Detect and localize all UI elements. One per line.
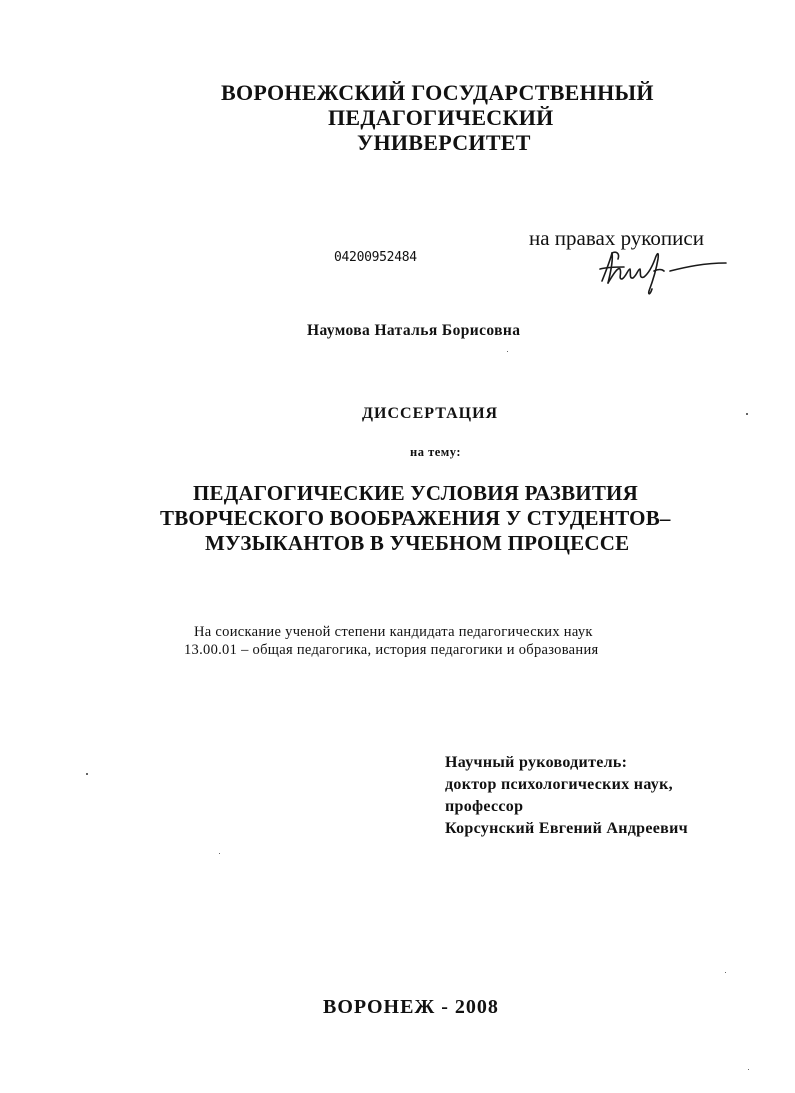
- university-name-line-3: УНИВЕРСИТЕТ: [357, 130, 531, 155]
- degree-line-2: 13.00.01 – общая педагогика, история педагогики и образования: [184, 642, 599, 658]
- scan-speck: [86, 773, 88, 775]
- advisor-degree: доктор психологических наук,: [445, 776, 673, 793]
- advisor-name: Корсунский Евгений Андреевич: [445, 820, 688, 837]
- university-name-line-1: ВОРОНЕЖСКИЙ ГОСУДАРСТВЕННЫЙ: [221, 80, 654, 105]
- topic-line-2: ТВОРЧЕСКОГО ВООБРАЖЕНИЯ У СТУДЕНТОВ–: [160, 506, 671, 530]
- scan-speck: [725, 972, 726, 973]
- city-year: ВОРОНЕЖ - 2008: [323, 996, 499, 1018]
- document-type: ДИССЕРТАЦИЯ: [362, 405, 499, 422]
- scan-speck: [507, 351, 508, 352]
- university-name-line-2: ПЕДАГОГИЧЕСКИЙ: [328, 105, 554, 130]
- scan-speck: [746, 413, 748, 415]
- advisor-label: Научный руководитель:: [445, 754, 628, 771]
- on-topic-label: на тему:: [410, 445, 462, 459]
- scan-speck: [219, 853, 220, 854]
- topic-line-1: ПЕДАГОГИЧЕСКИЕ УСЛОВИЯ РАЗВИТИЯ: [193, 481, 638, 505]
- scan-speck: [748, 1069, 749, 1070]
- inventory-number: 04200952484: [334, 250, 417, 265]
- author-name: Наумова Наталья Борисовна: [307, 322, 521, 339]
- advisor-title: профессор: [445, 798, 524, 815]
- rights-note: на правах рукописи: [529, 226, 704, 250]
- handwritten-signature: [594, 245, 729, 297]
- topic-line-3: МУЗЫКАНТОВ В УЧЕБНОМ ПРОЦЕССЕ: [205, 531, 630, 555]
- degree-line-1: На соискание ученой степени кандидата педагогических наук: [194, 624, 593, 640]
